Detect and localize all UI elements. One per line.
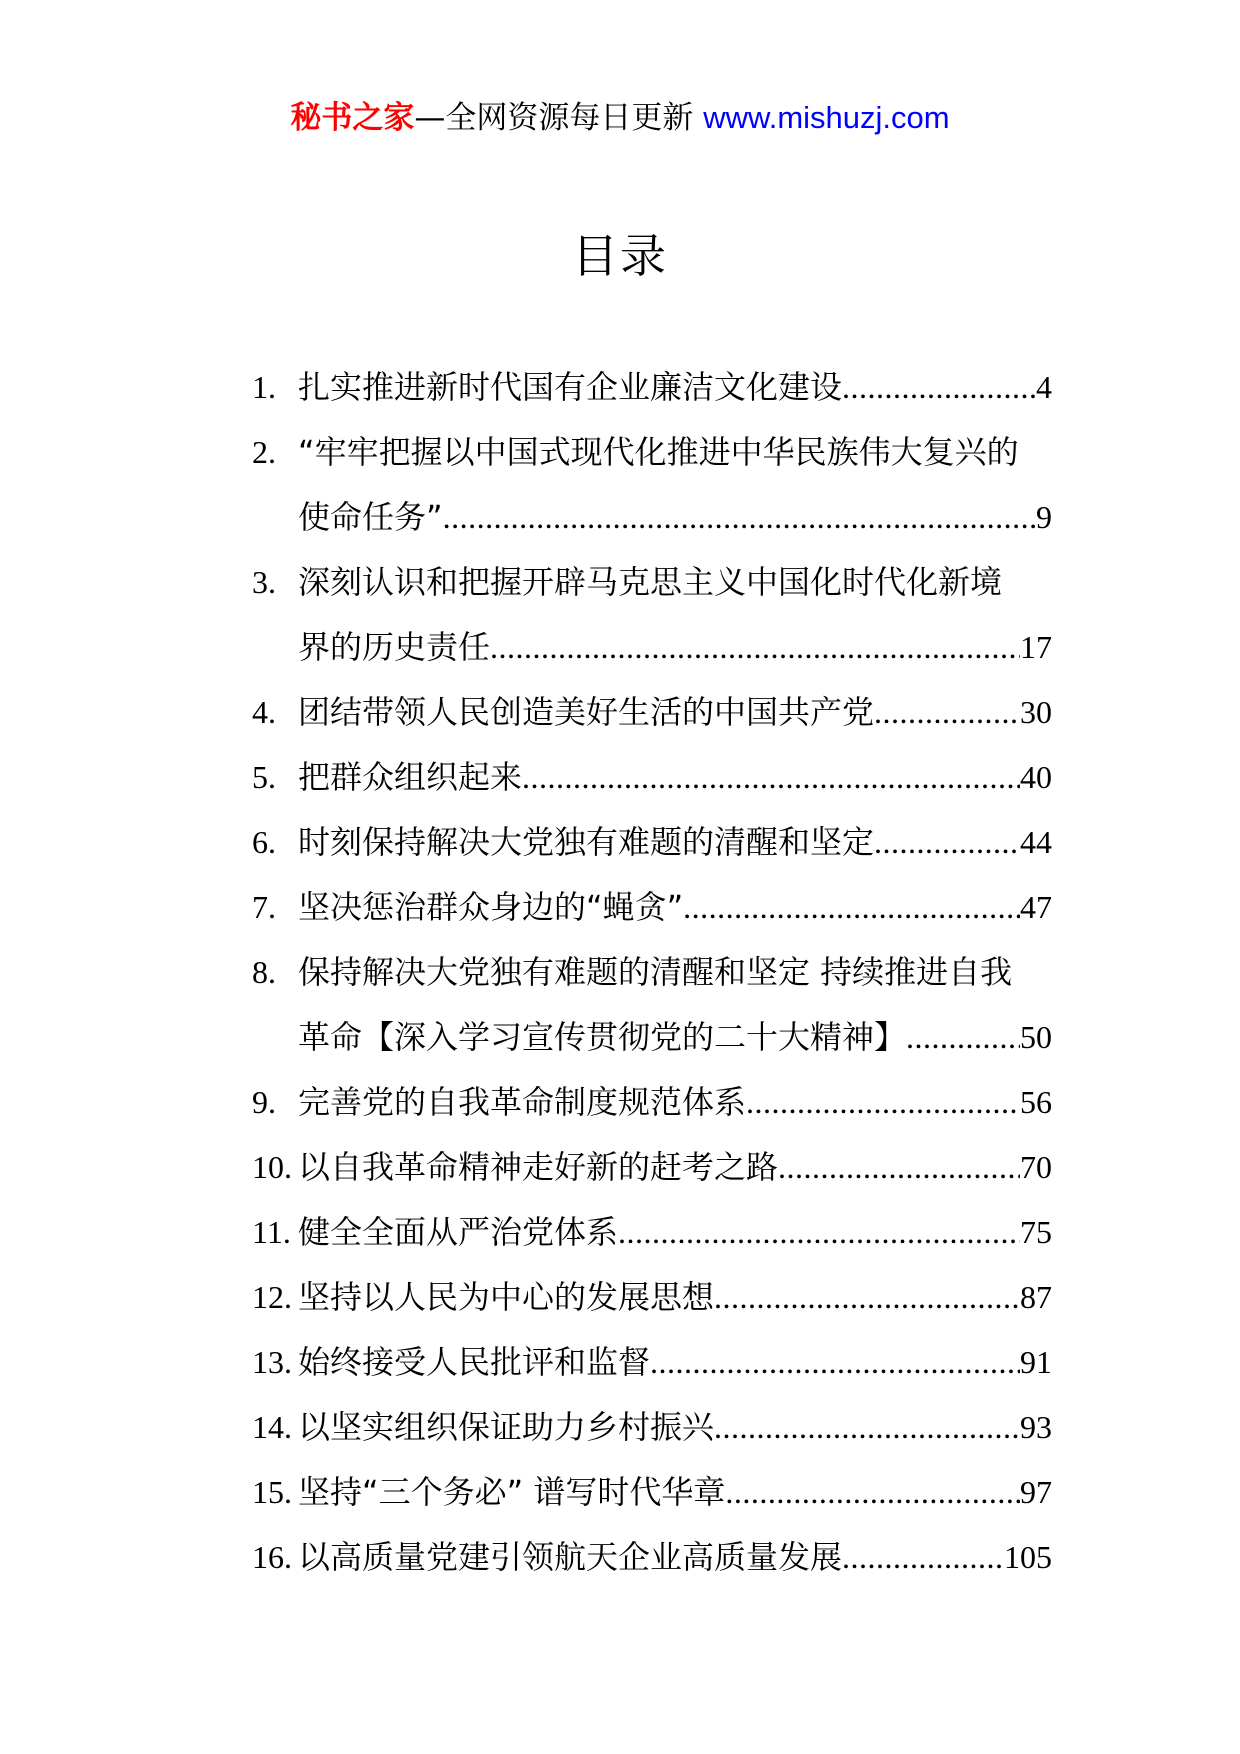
- toc-entry-leader-row: [298, 1200, 1052, 1265]
- toc-line: [252, 1005, 1052, 1070]
- toc-entry[interactable]: [252, 420, 1052, 550]
- toc-entry-number: 12.: [252, 1279, 292, 1315]
- toc-entry-title: 健全全面从严治党体系: [298, 1213, 619, 1251]
- toc-entry-title: 坚持以人民为中心的发展思想: [298, 1278, 715, 1316]
- toc-dot-leader: [906, 1005, 1020, 1070]
- toc-entry-title: 坚决惩治群众身边的“蝇贪”: [298, 888, 684, 926]
- toc-line: [252, 420, 1052, 485]
- toc-entry[interactable]: [252, 355, 1052, 420]
- toc-line: [252, 1135, 1052, 1200]
- toc-entry-title: 完善党的自我革命制度规范体系: [298, 1083, 747, 1121]
- brand-name: 秘书之家: [290, 100, 415, 136]
- toc-page-number: 105: [1004, 1539, 1052, 1575]
- toc-page-number: 44: [1020, 824, 1052, 860]
- toc-entry-title: 以高质量党建引领航天企业高质量发展: [298, 1538, 843, 1576]
- toc-entry-leader-row: [298, 810, 1052, 875]
- toc-line: [252, 1070, 1052, 1135]
- toc-page-number: 70: [1020, 1149, 1052, 1185]
- toc-entry-number: 9.: [252, 1084, 276, 1120]
- toc-entry[interactable]: [252, 940, 1052, 1070]
- toc-line: [252, 485, 1052, 550]
- toc-line: [252, 1330, 1052, 1395]
- toc-line: [252, 745, 1052, 810]
- toc-line: [252, 1525, 1052, 1590]
- site-header: [0, 98, 1240, 138]
- header-slogan: —全网资源每日更新: [414, 100, 704, 136]
- toc-entry-number: 7.: [252, 889, 276, 925]
- toc-entry[interactable]: [252, 1460, 1052, 1525]
- toc-entry-number: 6.: [252, 824, 276, 860]
- toc-entry-leader-row: [298, 355, 1052, 420]
- toc-entry-title: 时刻保持解决大党独有难题的清醒和坚定: [298, 823, 875, 861]
- toc-entry[interactable]: [252, 1395, 1052, 1460]
- toc-dot-leader: [842, 355, 1036, 420]
- toc-entry-title: 深刻认识和把握开辟马克思主义中国化时代化新境: [298, 563, 1003, 601]
- toc-entry[interactable]: [252, 1265, 1052, 1330]
- toc-entry-number: 11.: [252, 1214, 291, 1250]
- toc-page-number: 47: [1020, 889, 1052, 925]
- toc-entry-leader-row: [298, 680, 1052, 745]
- toc-entry-leader-row: [298, 485, 1052, 550]
- toc-page-number: 56: [1020, 1084, 1052, 1120]
- toc-entry-number: 3.: [252, 564, 276, 600]
- toc-entry-title: 始终接受人民批评和监督: [298, 1343, 651, 1381]
- toc-page-number: 17: [1020, 629, 1052, 665]
- site-url-link[interactable]: www.mishuzj.com: [703, 100, 950, 135]
- toc-entry-number: 4.: [252, 694, 276, 730]
- toc-entry-leader-row: [298, 1135, 1052, 1200]
- toc-entry-number: 10.: [252, 1149, 292, 1185]
- toc-line: [252, 550, 1052, 615]
- toc-entry-number: 5.: [252, 759, 276, 795]
- toc-dot-leader: [650, 1330, 1020, 1395]
- page-title: 目录: [572, 229, 668, 283]
- toc-entry-title: 以自我革命精神走好新的赶考之路: [298, 1148, 779, 1186]
- toc-page-number: 4: [1036, 369, 1052, 405]
- toc-entry[interactable]: [252, 1525, 1052, 1590]
- toc-page-number: 40: [1020, 759, 1052, 795]
- toc-dot-leader: [490, 615, 1020, 680]
- toc-dot-leader: [874, 810, 1020, 875]
- toc-dot-leader: [683, 875, 1020, 940]
- toc-entry-title: 坚持“三个务必” 谱写时代华章: [298, 1473, 726, 1511]
- toc-entry-title: 把群众组织起来: [298, 758, 523, 796]
- toc-entry-leader-row: [298, 1070, 1052, 1135]
- toc-dot-leader: [874, 680, 1020, 745]
- toc-entry[interactable]: [252, 875, 1052, 940]
- toc-entry-title: 团结带领人民创造美好生活的中国共产党: [298, 693, 875, 731]
- toc-entry-leader-row: [298, 1330, 1052, 1395]
- toc-entry-leader-row: [298, 615, 1052, 680]
- toc-page-number: 87: [1020, 1279, 1052, 1315]
- toc-entry-leader-row: [298, 1525, 1052, 1590]
- toc-entry-title: 保持解决大党独有难题的清醒和坚定 持续推进自我: [298, 953, 1013, 991]
- table-of-contents: [252, 355, 1052, 1590]
- toc-dot-leader: [714, 1265, 1020, 1330]
- toc-line: [252, 615, 1052, 680]
- toc-entry-title: 使命任务”: [298, 498, 443, 536]
- toc-dot-leader: [618, 1200, 1020, 1265]
- toc-dot-leader: [725, 1460, 1020, 1525]
- toc-entry[interactable]: [252, 680, 1052, 745]
- toc-entry-number: 1.: [252, 369, 276, 405]
- toc-line: [252, 810, 1052, 875]
- toc-entry-number: 15.: [252, 1474, 292, 1510]
- toc-entry[interactable]: [252, 1200, 1052, 1265]
- toc-entry-leader-row: [298, 1005, 1052, 1070]
- toc-entry-leader-row: [298, 745, 1052, 810]
- toc-line: [252, 1395, 1052, 1460]
- toc-entry-leader-row: [298, 1265, 1052, 1330]
- toc-page-number: 30: [1020, 694, 1052, 730]
- toc-entry[interactable]: [252, 550, 1052, 680]
- toc-page-number: 50: [1020, 1019, 1052, 1055]
- toc-dot-leader: [842, 1525, 1004, 1590]
- toc-dot-leader: [778, 1135, 1020, 1200]
- toc-line: [252, 1460, 1052, 1525]
- toc-entry-leader-row: [298, 1460, 1052, 1525]
- toc-entry-number: 16.: [252, 1539, 292, 1575]
- toc-line: [252, 875, 1052, 940]
- toc-entry-number: 2.: [252, 434, 276, 470]
- toc-entry-number: 13.: [252, 1344, 292, 1380]
- toc-entry[interactable]: [252, 745, 1052, 810]
- toc-entry-title: “牢牢把握以中国式现代化推进中华民族伟大复兴的: [298, 433, 1019, 471]
- toc-entry-leader-row: [298, 875, 1052, 940]
- toc-line: [252, 1200, 1052, 1265]
- toc-line: [252, 1265, 1052, 1330]
- toc-entry-number: 8.: [252, 954, 276, 990]
- toc-line: [252, 680, 1052, 745]
- toc-entry-title: 界的历史责任: [298, 628, 491, 666]
- toc-line: [252, 940, 1052, 1005]
- toc-entry[interactable]: [252, 1330, 1052, 1395]
- toc-page-number: 97: [1020, 1474, 1052, 1510]
- toc-entry[interactable]: [252, 1135, 1052, 1200]
- toc-line: [252, 355, 1052, 420]
- toc-page-number: 75: [1020, 1214, 1052, 1250]
- toc-dot-leader: [522, 745, 1020, 810]
- toc-entry-title: 扎实推进新时代国有企业廉洁文化建设: [298, 368, 843, 406]
- toc-entry-leader-row: [298, 1395, 1052, 1460]
- toc-entry-title: 以坚实组织保证助力乡村振兴: [298, 1408, 715, 1446]
- toc-page-number: 9: [1036, 499, 1052, 535]
- toc-page-number: 91: [1020, 1344, 1052, 1380]
- toc-entry[interactable]: [252, 1070, 1052, 1135]
- toc-page-number: 93: [1020, 1409, 1052, 1445]
- toc-entry[interactable]: [252, 810, 1052, 875]
- toc-dot-leader: [714, 1395, 1020, 1460]
- toc-dot-leader: [746, 1070, 1020, 1135]
- toc-dot-leader: [443, 485, 1036, 550]
- toc-entry-number: 14.: [252, 1409, 292, 1445]
- toc-entry-title: 革命【深入学习宣传贯彻党的二十大精神】: [298, 1018, 907, 1056]
